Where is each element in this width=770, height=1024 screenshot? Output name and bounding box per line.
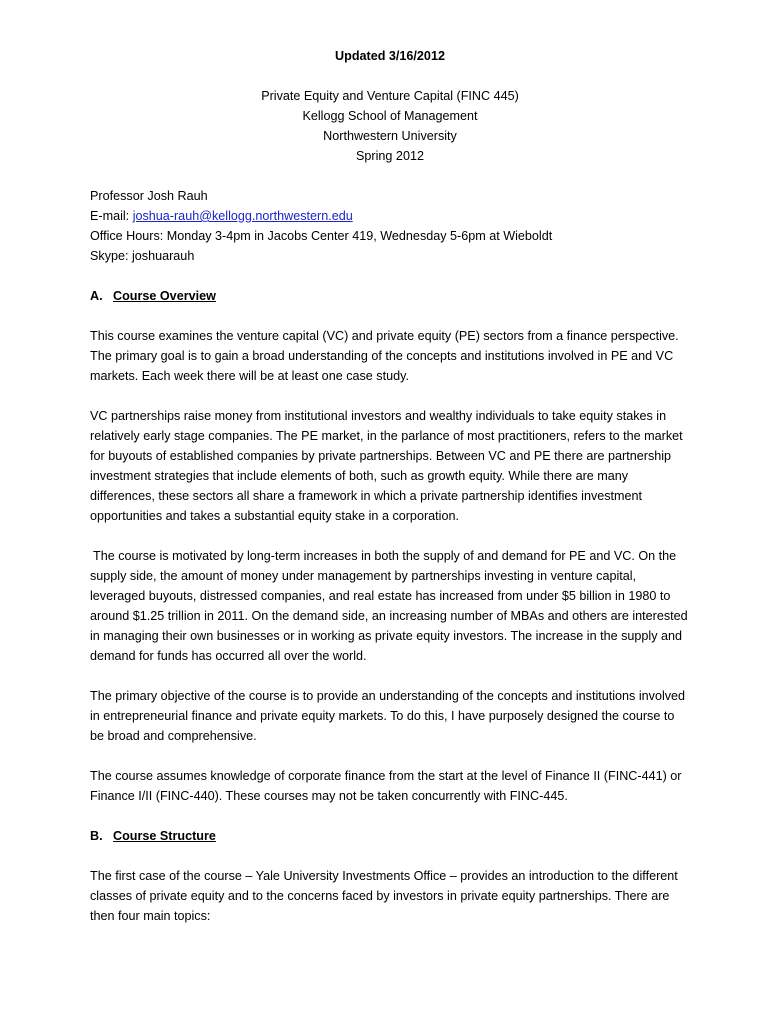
instructor-info [90,186,690,266]
school-name: Kellogg School of Management [302,109,478,123]
email-line [90,206,690,226]
email-label: E-mail: [90,209,133,223]
section-b-heading [90,826,690,846]
section-a-title: Course Overview [113,289,216,303]
course-header [90,86,690,166]
paragraph: The first case of the course – Yale University Investments Office – provides an introduction to the different classes of private equity and to the concerns faced by investors in private equity partnerships. There are then four main topics: [90,869,678,923]
skype-handle: Skype: joshuarauh [90,249,195,263]
office-hours: Office Hours: Monday 3-4pm in Jacobs Center 419, Wednesday 5-6pm at Wieboldt [90,229,553,243]
updated-date: Updated 3/16/2012 [335,49,445,63]
section-b-letter: B. [90,829,103,843]
section-a-letter: A. [90,289,103,303]
paragraph: The primary objective of the course is to provide an understanding of the concepts and institutions involved in entrepreneurial finance and private equity markets. To do this, I have purposely designed the course to be broad and comprehensive. [90,689,686,743]
section-b-title: Course Structure [113,829,216,843]
paragraph: The course is motivated by long-term increases in both the supply of and demand for PE and VC. On the supply side, the amount of money under management by partnerships investing in venture capital, leveraged buyouts, distressed companies, and real estate has increased from under $5 billion in 1980 to around $1.25 trillion in 2011. On the demand side, an increasing number of MBAs and others are interested in managing their own businesses or in working as private equity investors. The increase in the supply and demand for funds has occurred all over the world. [90,549,688,663]
course-title: Private Equity and Venture Capital (FINC 445) [261,89,519,103]
paragraph: VC partnerships raise money from institutional investors and wealthy individuals to take equity stakes in relatively early stage companies. The PE market, in the parlance of most practitioners, refers to the market for buyouts of established companies by private partnerships. Between VC and PE there are partnership investment strategies that include elements of both, such as growth equity. While there are many differences, these sectors all share a framework in which a private partnership identifies investment opportunities and takes a substantial equity stake in a corporation. [90,409,683,523]
paragraph: The course assumes knowledge of corporate finance from the start at the level of Finance II (FINC-441) or Finance I/II (FINC-440). These courses may not be taken concurrently with FINC-445. [90,769,682,803]
paragraph: This course examines the venture capital (VC) and private equity (PE) sectors from a finance perspective. The primary goal is to gain a broad understanding of the concepts and institutions involved in PE and VC markets. Each week there will be at least one case study. [90,329,679,383]
professor-name: Professor Josh Rauh [90,189,208,203]
university-name: Northwestern University [323,129,457,143]
term: Spring 2012 [356,149,424,163]
section-a-heading [90,286,690,306]
document-page [90,46,690,926]
email-link[interactable]: joshua-rauh@kellogg.northwestern.edu [132,209,353,223]
